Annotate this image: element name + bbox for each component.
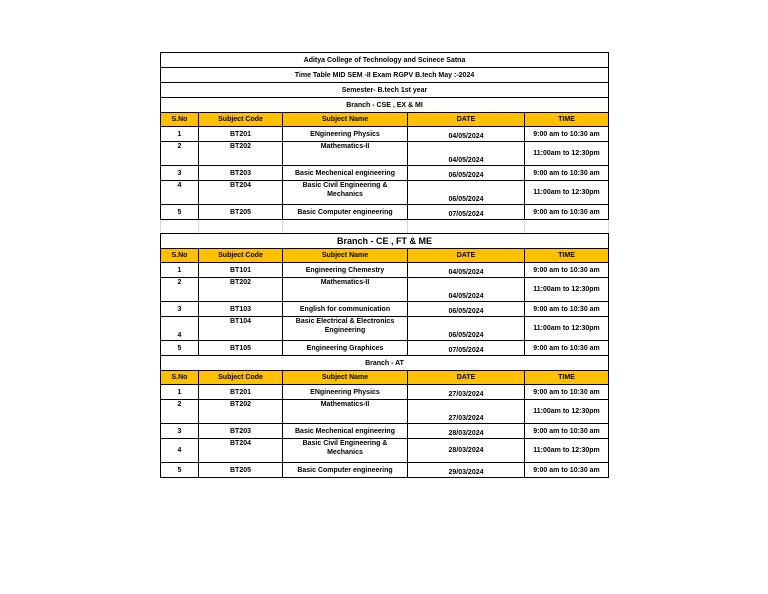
- col-code: Subject Code: [199, 113, 283, 127]
- col-date: DATE: [408, 371, 525, 385]
- col-sno: S.No: [161, 113, 199, 127]
- semester-title: Semester- B.tech 1st year: [161, 83, 609, 98]
- sno-cell: 5: [161, 463, 199, 478]
- sno-cell: 4: [161, 317, 199, 341]
- time-cell: 9:00 am to 10:30 am: [525, 424, 609, 439]
- time-cell: 9:00 am to 10:30 am: [525, 205, 609, 220]
- col-code: Subject Code: [199, 249, 283, 263]
- table-row: [161, 166, 609, 181]
- timetable-title-row: [161, 68, 609, 83]
- col-time: TIME: [525, 113, 609, 127]
- table-row: [161, 263, 609, 278]
- sno-cell: 4: [161, 439, 199, 463]
- date-cell: 27/03/2024: [408, 385, 525, 400]
- col-time: TIME: [525, 249, 609, 263]
- subject-cell: ENgineering Physics: [283, 385, 408, 400]
- time-cell: 9:00 am to 10:30 am: [525, 127, 609, 142]
- subject-cell: Basic Civil Engineering & Mechanics: [283, 181, 408, 205]
- empty-cell: [525, 220, 609, 234]
- empty-cell: [161, 220, 199, 234]
- subject-cell: Mathematics-II: [283, 400, 408, 424]
- subject-cell: Basic Mechenical engineering: [283, 166, 408, 181]
- sno-cell: 2: [161, 400, 199, 424]
- code-cell: BT101: [199, 263, 283, 278]
- subject-cell: Engineering Chemestry: [283, 263, 408, 278]
- table-row: [161, 302, 609, 317]
- date-cell: 28/03/2024: [408, 439, 525, 463]
- subject-cell: Mathematics-II: [283, 278, 408, 302]
- time-cell: 9:00 am to 10:30 am: [525, 341, 609, 356]
- code-cell: BT202: [199, 400, 283, 424]
- time-cell: 9:00 am to 10:30 am: [525, 385, 609, 400]
- code-cell: BT203: [199, 166, 283, 181]
- date-cell: 04/05/2024: [408, 263, 525, 278]
- code-cell: BT201: [199, 127, 283, 142]
- col-date: DATE: [408, 249, 525, 263]
- code-cell: BT204: [199, 439, 283, 463]
- empty-cell: [199, 220, 283, 234]
- semester-row: [161, 83, 609, 98]
- date-cell: 07/05/2024: [408, 205, 525, 220]
- table-row: [161, 424, 609, 439]
- time-cell: 11:00am to 12:30pm: [525, 142, 609, 166]
- time-cell: 9:00 am to 10:30 am: [525, 463, 609, 478]
- table-row: [161, 142, 609, 166]
- sno-cell: 5: [161, 341, 199, 356]
- sno-cell: 1: [161, 127, 199, 142]
- date-cell: 06/05/2024: [408, 317, 525, 341]
- subject-cell: ENgineering Physics: [283, 127, 408, 142]
- code-cell: BT201: [199, 385, 283, 400]
- subject-cell: Basic Electrical & Electronics Engineering: [283, 317, 408, 341]
- code-cell: BT203: [199, 424, 283, 439]
- subject-cell: Basic Mechenical engineering: [283, 424, 408, 439]
- branch-row: [161, 234, 609, 249]
- table-row: [161, 278, 609, 302]
- table-row: [161, 205, 609, 220]
- table-row: [161, 439, 609, 463]
- time-cell: 11:00am to 12:30pm: [525, 278, 609, 302]
- branch-row: [161, 356, 609, 371]
- subject-cell: Mathematics-II: [283, 142, 408, 166]
- col-name: Subject Name: [283, 371, 408, 385]
- date-cell: 04/05/2024: [408, 142, 525, 166]
- date-cell: 28/03/2024: [408, 424, 525, 439]
- code-cell: BT204: [199, 181, 283, 205]
- subject-cell: Basic Computer engineering: [283, 205, 408, 220]
- subject-cell: English for communication: [283, 302, 408, 317]
- timetable-sheet: [160, 52, 609, 478]
- date-cell: 29/03/2024: [408, 463, 525, 478]
- table-row: [161, 341, 609, 356]
- time-cell: 9:00 am to 10:30 am: [525, 263, 609, 278]
- sno-cell: 2: [161, 142, 199, 166]
- sno-cell: 3: [161, 424, 199, 439]
- date-cell: 06/05/2024: [408, 302, 525, 317]
- code-cell: BT103: [199, 302, 283, 317]
- col-date: DATE: [408, 113, 525, 127]
- code-cell: BT104: [199, 317, 283, 341]
- empty-cell: [283, 220, 408, 234]
- time-cell: 11:00am to 12:30pm: [525, 439, 609, 463]
- sno-cell: 3: [161, 302, 199, 317]
- sno-cell: 1: [161, 385, 199, 400]
- time-cell: 11:00am to 12:30pm: [525, 400, 609, 424]
- sno-cell: 2: [161, 278, 199, 302]
- subject-cell: Basic Computer engineering: [283, 463, 408, 478]
- sno-cell: 3: [161, 166, 199, 181]
- table-row: [161, 317, 609, 341]
- code-cell: BT205: [199, 205, 283, 220]
- college-title-row: [161, 53, 609, 68]
- time-cell: 11:00am to 12:30pm: [525, 317, 609, 341]
- branch-title: Branch - CE , FT & ME: [161, 234, 609, 249]
- sno-cell: 1: [161, 263, 199, 278]
- column-header-row: [161, 113, 609, 127]
- table-row: [161, 400, 609, 424]
- code-cell: BT202: [199, 142, 283, 166]
- code-cell: BT205: [199, 463, 283, 478]
- sno-cell: 4: [161, 181, 199, 205]
- timetable-title: Time Table MID SEM -II Exam RGPV B.tech May :-2024: [161, 68, 609, 83]
- branch-title: Branch - AT: [161, 356, 609, 371]
- date-cell: 27/03/2024: [408, 400, 525, 424]
- table-row: [161, 181, 609, 205]
- spacer-row: [161, 220, 609, 234]
- date-cell: 06/05/2024: [408, 181, 525, 205]
- code-cell: BT202: [199, 278, 283, 302]
- time-cell: 9:00 am to 10:30 am: [525, 166, 609, 181]
- empty-cell: [408, 220, 525, 234]
- col-sno: S.No: [161, 249, 199, 263]
- date-cell: 07/05/2024: [408, 341, 525, 356]
- col-name: Subject Name: [283, 249, 408, 263]
- col-sno: S.No: [161, 371, 199, 385]
- code-cell: BT105: [199, 341, 283, 356]
- subject-cell: Engineering Graphices: [283, 341, 408, 356]
- col-name: Subject Name: [283, 113, 408, 127]
- college-title: Aditya College of Technology and Scinece Satna: [161, 53, 609, 68]
- column-header-row: [161, 371, 609, 385]
- subject-cell: Basic Civil Engineering & Mechanics: [283, 439, 408, 463]
- time-cell: 9:00 am to 10:30 am: [525, 302, 609, 317]
- col-code: Subject Code: [199, 371, 283, 385]
- date-cell: 04/05/2024: [408, 278, 525, 302]
- col-time: TIME: [525, 371, 609, 385]
- table-row: [161, 463, 609, 478]
- table-row: [161, 127, 609, 142]
- time-cell: 11:00am to 12:30pm: [525, 181, 609, 205]
- table-row: [161, 385, 609, 400]
- date-cell: 06/05/2024: [408, 166, 525, 181]
- branch-title: Branch - CSE , EX & MI: [161, 98, 609, 113]
- date-cell: 04/05/2024: [408, 127, 525, 142]
- branch-row: [161, 98, 609, 113]
- sno-cell: 5: [161, 205, 199, 220]
- column-header-row: [161, 249, 609, 263]
